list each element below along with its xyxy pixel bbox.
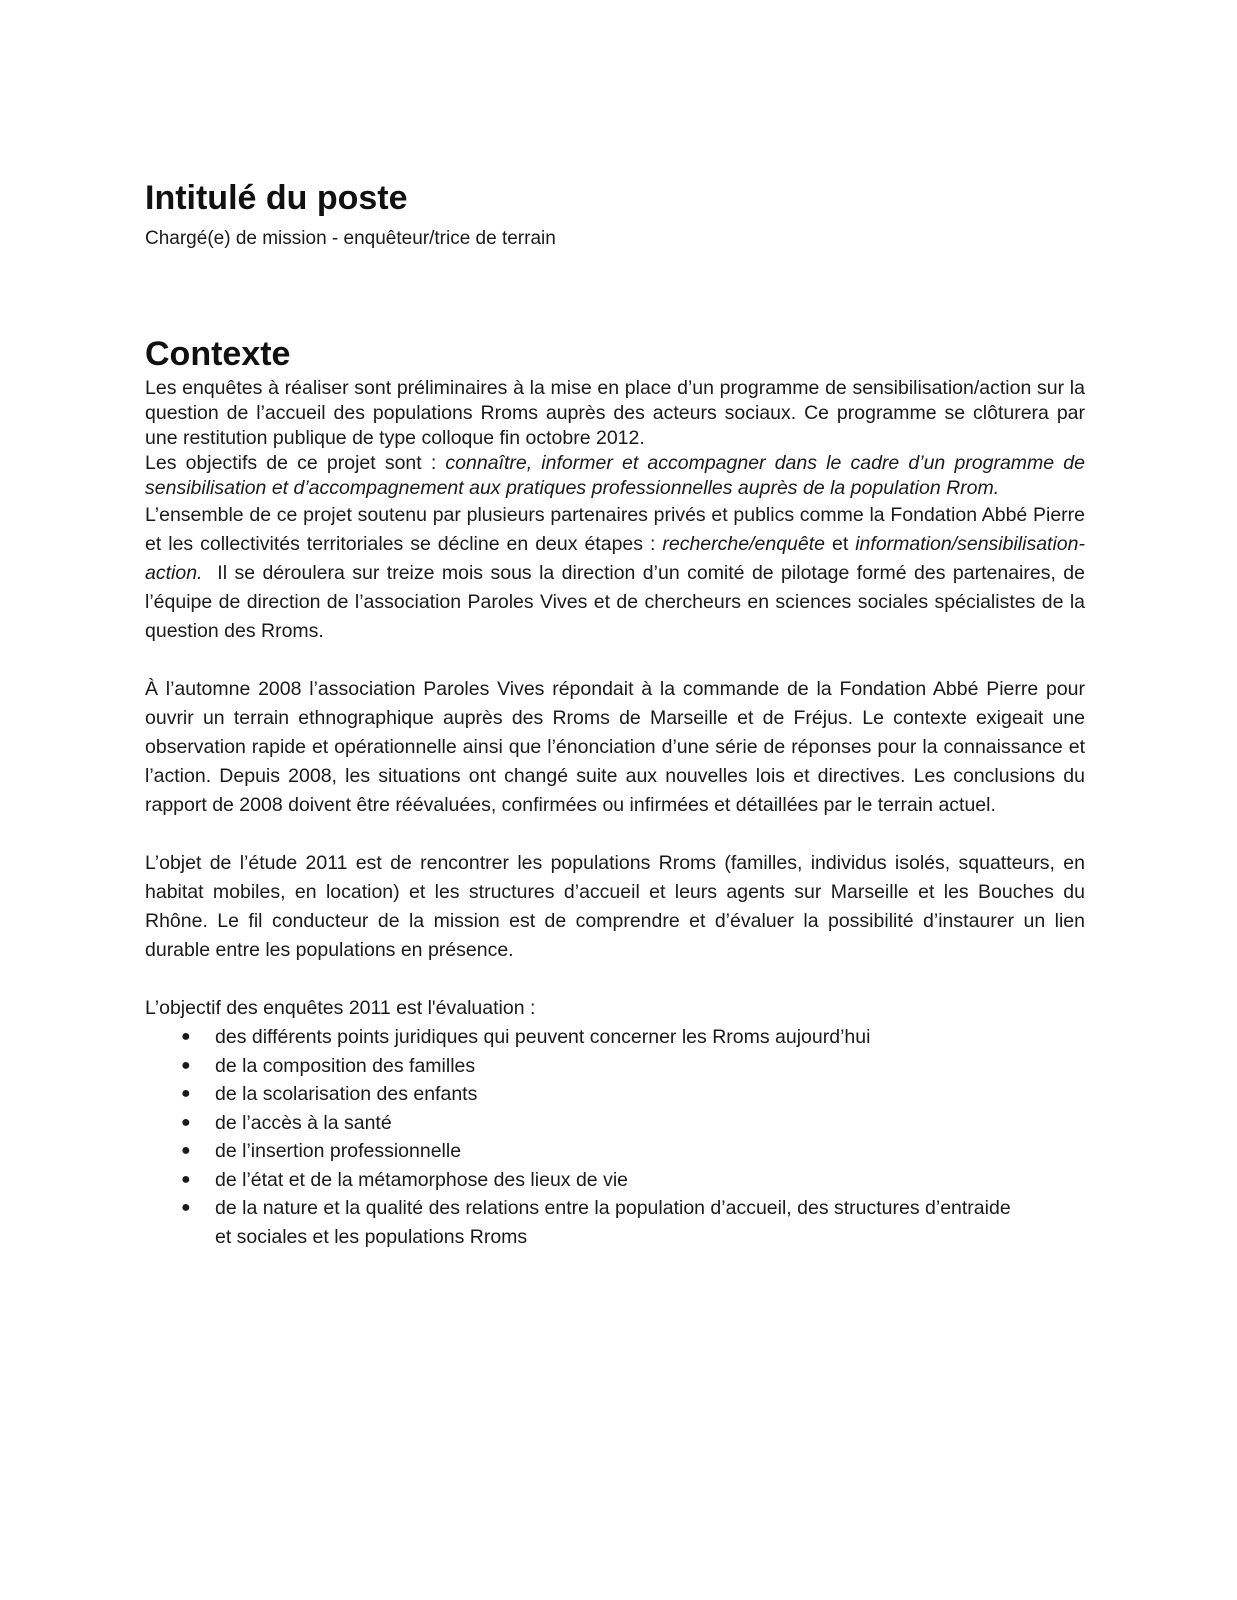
list-item: ● de l’état et de la métamorphose des lieux de vie [145,1166,1085,1195]
ensemble-italic-2: information/sensibilisation-action. [145,533,1085,584]
list-item: ● des différents points juridiques qui peuvent concerner les Rroms aujourd’hui [145,1023,1085,1052]
bullet-icon: ● [181,1085,191,1102]
paragraph-ensemble-projet [145,501,1091,646]
paragraph-objectif-enquetes: L’objectif des enquêtes 2011 est l'évaluation : [145,997,536,1019]
bullet-icon: ● [181,1142,191,1159]
ensemble-text-b: et [825,533,856,555]
ensemble-italic-1: recherche/enquête [662,533,825,555]
heading-contexte: Contexte [145,335,291,373]
spacer [145,646,1085,675]
heading-intitule: Intitulé du poste [145,179,408,217]
paragraph-etude-2011: L’objet de l’étude 2011 est de rencontrer les populations Rroms (familles, individus isolés, squatteurs, en habitat mobiles, en location) et les structures d’accueil et leurs agents sur Marseille et les Bouches du Rhône. Le fil conducteur de la mission est de comprendre et d’évaluer la possibilité d’instaurer un lien durable entre les populations en présence. [145,852,1085,961]
spacer [145,820,1085,849]
bullet-icon: ● [181,1199,191,1216]
list-item: ● de l’accès à la santé [145,1109,1085,1138]
bullet-icon: ● [181,1113,191,1131]
contexte-section [145,332,1091,1251]
ensemble-text-c: Il se déroulera sur treize mois sous la direction d’un comité de pilotage formé des partenaires, de l’équipe de direction de l’association Paroles Vives et de chercheurs en sciences sociales spécialistes de la question des Rroms. [145,562,1091,642]
objectifs-italic: connaître, informer et accompagner dans le cadre d’un programme de sensibilisation et d’accompagnement aux pratiques professionnelles auprès de la population Rrom. [145,452,1085,499]
list-item: ● de l’insertion professionnelle [145,1137,1085,1166]
paragraph-objectifs [145,451,1085,501]
spacer [145,965,1085,994]
list-item: ● de la nature et la qualité des relations entre la population d’accueil, des structures d’entraide et sociales et les populations Rroms [145,1194,1085,1251]
document-page [145,176,1091,1251]
bullet-icon: ● [181,1028,191,1045]
evaluation-list [145,1023,1085,1251]
ensemble-text-a: L’ensemble de ce projet soutenu par plusieurs partenaires privés et publics comme la Fondation Abbé Pierre et les collectivités territoriales se décline en deux étapes : [145,504,1085,555]
list-item: ● de la composition des familles [145,1052,1085,1081]
paragraph-enquetes: Les enquêtes à réaliser sont préliminaires à la mise en place d’un programme de sensibilisation/action sur la question de l’accueil des populations Rroms auprès des acteurs sociaux. Ce programme se clôturera par une restitution publique de type colloque fin octobre 2012. [145,377,1085,449]
job-title-text: Chargé(e) de mission - enquêteur/trice de terrain [145,228,556,249]
paragraph-automne-2008: À l’automne 2008 l’association Paroles Vives répondait à la commande de la Fondation Abbé Pierre pour ouvrir un terrain ethnographique auprès des Rroms de Marseille et de Fréjus. Le contexte exigeait une observation rapide et opérationnelle ainsi que l’énonciation d’une série de réponses pour la connaissance et l’action. Depuis 2008, les situations ont changé suite aux nouvelles lois et directives. Les conclusions du rapport de 2008 doivent être réévaluées, confirmées ou infirmées et détaillées par le terrain actuel. [145,678,1085,816]
bullet-icon: ● [181,1056,191,1074]
list-item: ● de la scolarisation des enfants [145,1080,1085,1109]
objectifs-intro: Les objectifs de ce projet sont : [145,452,446,474]
bullet-icon: ● [181,1170,191,1188]
